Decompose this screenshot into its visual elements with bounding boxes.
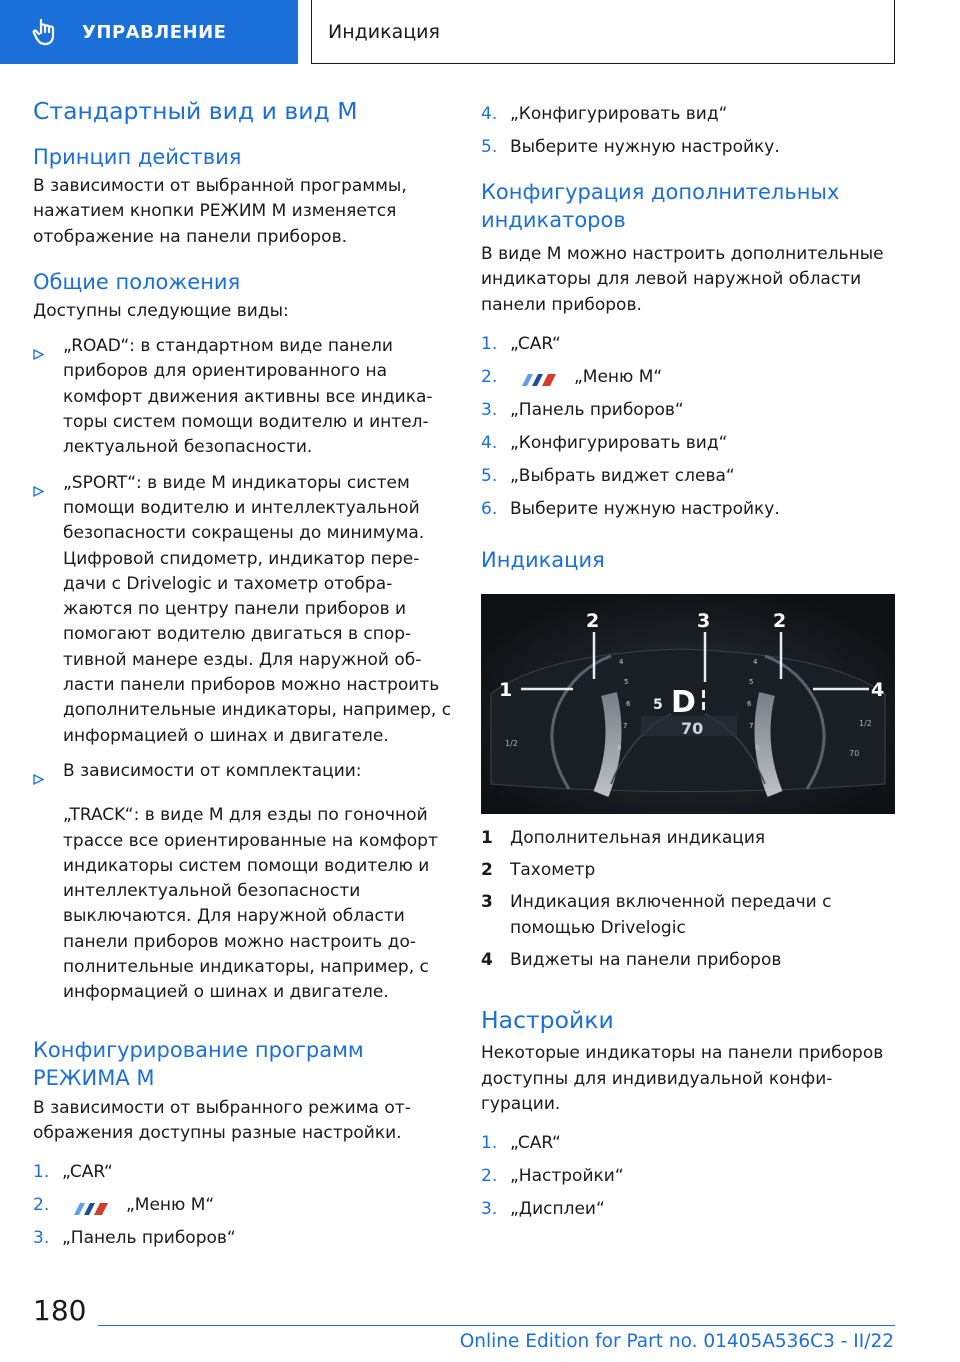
tick-left: 4 bbox=[619, 657, 624, 666]
small-readout-left: 1/2 bbox=[505, 738, 518, 748]
heading-settings: Настройки bbox=[481, 1006, 614, 1035]
callout-2-right: 2 bbox=[773, 609, 787, 632]
heading-display: Индикация bbox=[481, 547, 605, 572]
legend-item: 1 Дополнительная индикация bbox=[481, 827, 766, 848]
paragraph-general: Доступны следующие виды: bbox=[33, 300, 289, 321]
right-column bbox=[481, 102, 901, 1222]
m-logo-icon bbox=[518, 370, 558, 384]
list-item: 1. „CAR“ bbox=[481, 1133, 561, 1154]
heading-standard-m-view: Стандартный вид и вид M bbox=[33, 97, 358, 125]
bullet-item bbox=[33, 471, 453, 749]
gear-letter: D bbox=[671, 684, 696, 720]
paragraph-config: В зависимости от выбранного режима отображения доступны разные настройки. bbox=[33, 1097, 411, 1143]
list-item: 4. „Конфигурировать вид“ bbox=[481, 104, 728, 124]
list-item: 3. „Дисплеи“ bbox=[481, 1199, 605, 1220]
heading-principle: Принцип действия bbox=[33, 145, 242, 169]
tick-right: 4 bbox=[753, 657, 758, 666]
speed-readout: 70 bbox=[681, 718, 704, 738]
paragraph-additional: В виде M можно настроить дополнительные индикаторы для левой наружной области панели приборов. bbox=[481, 244, 884, 315]
heading-config-programs: Конфигурирование программ РЕЖИМА M bbox=[33, 1037, 364, 1090]
triangle-bullet-icon bbox=[33, 471, 63, 749]
tick-right: 7 bbox=[749, 721, 754, 730]
list-item: 1. „CAR“ bbox=[481, 333, 561, 354]
callout-2-left: 2 bbox=[586, 609, 600, 632]
edition-note: Online Edition for Part no. 01405A536C3 - II/22 bbox=[459, 1331, 894, 1352]
bullet-item bbox=[33, 334, 453, 460]
section-label: УПРАВЛЕНИЕ bbox=[82, 21, 227, 43]
list-item: 3. „Панель приборов“ bbox=[481, 399, 684, 420]
cluster-illustration bbox=[481, 594, 895, 814]
list-item: 2. „Меню M“ bbox=[33, 1195, 215, 1216]
list-item: 5. „Выбрать виджет слева“ bbox=[481, 465, 735, 486]
legend-item: 4 Виджеты на панели приборов bbox=[481, 950, 782, 971]
heading-additional: Конфигурация дополнительных индикаторов bbox=[481, 180, 840, 232]
chapter-header bbox=[311, 0, 895, 64]
page-number: 180 bbox=[33, 1294, 87, 1327]
bullet-item bbox=[33, 759, 453, 793]
tick-left: 6 bbox=[626, 699, 631, 708]
instrument-cluster-figure bbox=[481, 594, 895, 814]
tick-right: 5 bbox=[749, 677, 754, 686]
list-item: 5. Выберите нужную настройку. bbox=[481, 137, 780, 157]
legend-item: 2 Тахометр bbox=[481, 860, 596, 881]
steps-config bbox=[33, 1160, 453, 1251]
bullet-road: „ROAD“: в стандартном виде панели приборов для ориентированного на комфорт движения активны все индикаторы систем помощи водителю и интеллектуальной безопасности. bbox=[63, 336, 433, 458]
callout-4: 4 bbox=[871, 678, 885, 701]
left-column bbox=[33, 96, 453, 1251]
triangle-bullet-icon bbox=[33, 759, 63, 793]
paragraph-principle: В зависимости от выбранной программы, нажатием кнопки РЕЖИМ M изменяется отображение на панели приборов. bbox=[33, 176, 407, 247]
steps-settings bbox=[481, 1131, 901, 1222]
paragraph-settings: Некоторые индикаторы на панели приборов доступны для индивидуальной конфигурации. bbox=[481, 1043, 884, 1114]
tick-right: 6 bbox=[747, 699, 752, 708]
tick-left: 8 bbox=[617, 743, 622, 752]
small-readout-right-bottom: 70 bbox=[849, 748, 860, 758]
chapter-title: Индикация bbox=[328, 20, 440, 43]
footer-divider bbox=[98, 1325, 895, 1326]
tick-left: 5 bbox=[624, 677, 629, 686]
legend-item: 3 Индикация включенной передачи с помощью Drivelogic bbox=[481, 892, 832, 938]
list-item: 4. „Конфигурировать вид“ bbox=[481, 432, 728, 453]
figure-legend bbox=[481, 826, 901, 973]
bullet-sport: „SPORT“: в виде M индикаторы систем помощи водителю и интеллектуальной безопасности сокращены до минимума. Цифровой спидометр, индикатор передачи с Drivelogic и тахометр отображаются по центру панели приборов и помогают водителю двигаться в спортивной манере езды. Для наружной области панели приборов можно настроить дополнительные индикаторы, например, с информацией о шинах и двигателе. bbox=[63, 472, 452, 746]
callout-1: 1 bbox=[499, 678, 513, 701]
m-logo-icon bbox=[70, 1199, 110, 1213]
heading-general: Общие положения bbox=[33, 269, 241, 294]
list-item: 2. „Меню M“ bbox=[481, 366, 663, 387]
steps-additional bbox=[481, 332, 901, 522]
tick-left: 7 bbox=[623, 721, 628, 730]
small-readout-right-top: 1/2 bbox=[859, 718, 872, 728]
list-item: 6. Выберите нужную настройку. bbox=[481, 498, 780, 519]
callout-3: 3 bbox=[697, 609, 711, 632]
section-tab bbox=[0, 0, 298, 64]
triangle-bullet-icon bbox=[33, 334, 63, 460]
list-item: 2. „Настройки“ bbox=[481, 1166, 624, 1187]
steering-hand-icon bbox=[30, 17, 60, 47]
gear-number: 5 bbox=[653, 696, 663, 713]
paragraph-track: „TRACK“: в виде M для езды по гоночной трассе все ориентированные на комфорт индикаторы систем помощи водителю и интеллектуальной безопасности выключаются. Для наружной области панели приборов можно настроить дополнительные индикаторы, например, с информацией о шинах и двигателе. bbox=[63, 805, 438, 1003]
list-item: 1. „CAR“ bbox=[33, 1162, 113, 1183]
tick-right: 8 bbox=[755, 743, 760, 752]
bullet-equipment: В зависимости от комплектации: bbox=[63, 760, 362, 781]
list-item: 3. „Панель приборов“ bbox=[33, 1228, 236, 1249]
steps-config-cont bbox=[481, 102, 901, 160]
